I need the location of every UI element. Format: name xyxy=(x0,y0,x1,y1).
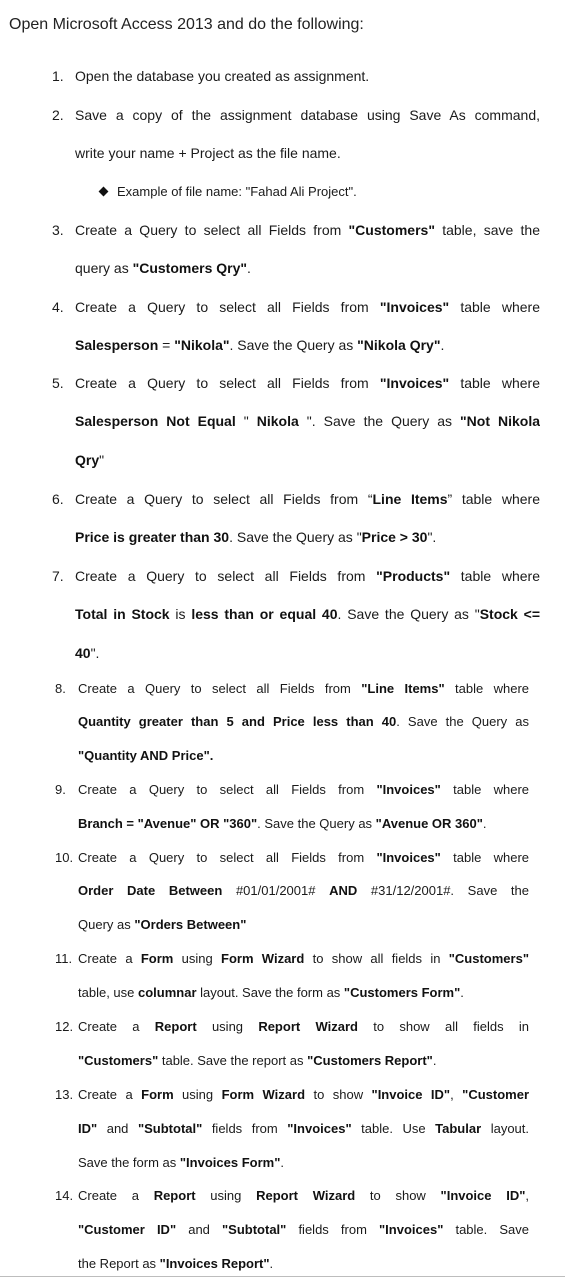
text: Create a xyxy=(78,951,141,966)
text: write your name + Project as the file name. xyxy=(75,145,341,161)
item-number: 10. xyxy=(55,850,74,865)
text: table. Use xyxy=(351,1121,436,1136)
item-line xyxy=(78,985,464,1000)
text: Create a Query to select all Fields from “ xyxy=(75,491,373,507)
text: . Save the Query as " xyxy=(229,529,362,545)
item-number: 13. xyxy=(55,1087,74,1102)
bold-text: "Invoice ID" xyxy=(371,1087,451,1102)
text: and xyxy=(97,1121,138,1136)
text: Create a Query to select all Fields from xyxy=(75,299,380,315)
bold-text: Salesperson xyxy=(75,337,159,353)
item-number: 3. xyxy=(52,222,64,238)
text: Create a Query to select all Fields from xyxy=(75,568,377,584)
bold-text: ID" xyxy=(78,1121,98,1136)
bold-text: "Customers" xyxy=(78,1053,159,1068)
item-number: 2. xyxy=(52,107,64,123)
text: " xyxy=(99,452,105,468)
text: . xyxy=(247,260,251,276)
item-line xyxy=(75,491,540,511)
text: to show xyxy=(355,1188,441,1203)
bold-text: "Customer xyxy=(462,1087,529,1102)
item-number: 7. xyxy=(52,568,64,584)
item-number: 8. xyxy=(55,681,66,696)
text: . xyxy=(440,337,445,353)
item-line xyxy=(75,260,251,276)
bold-text: "Invoices" xyxy=(287,1121,352,1136)
bold-text: Salesperson Not Equal xyxy=(75,413,236,429)
bold-text: "Invoices Report" xyxy=(159,1256,270,1271)
item-line xyxy=(78,1121,529,1140)
text: fields from xyxy=(202,1121,288,1136)
text: table. Save xyxy=(443,1222,529,1237)
text: table, save the xyxy=(434,222,540,238)
bold-text: Stock <= xyxy=(479,606,540,622)
page-heading: Open Microsoft Access 2013 and do the following: xyxy=(9,16,364,33)
text: . Save the Query as " xyxy=(337,606,480,622)
item-line xyxy=(78,1087,529,1106)
text: layout. Save the form as xyxy=(196,985,344,1000)
bold-text: Report Wizard xyxy=(258,1019,358,1034)
bold-text: Quantity greater than 5 and Price less than 40 xyxy=(78,714,397,729)
item-line xyxy=(78,816,487,831)
bold-text: "Subtotal" xyxy=(222,1222,287,1237)
bold-text: "Products" xyxy=(376,568,451,584)
item-line xyxy=(75,606,540,626)
bold-text: "Customers" xyxy=(448,951,529,966)
bold-text: Branch = "Avenue" OR "360" xyxy=(78,816,258,831)
text: Create a Query to select all Fields from xyxy=(75,222,349,238)
text: and xyxy=(176,1222,223,1237)
text: using xyxy=(196,1019,259,1034)
bold-text: "Line Items" xyxy=(361,681,445,696)
bold-text: "Invoices" xyxy=(376,850,441,865)
bold-text: "Not Nikola xyxy=(460,413,540,429)
text: . xyxy=(269,1256,274,1271)
text: to show all fields in xyxy=(357,1019,529,1034)
text: Create a xyxy=(78,1019,155,1034)
item-line xyxy=(78,1155,284,1170)
text: . Save the Query as xyxy=(229,337,358,353)
text: the Report as xyxy=(78,1256,160,1271)
text: table where xyxy=(440,782,529,797)
bold-text: "Customers" xyxy=(348,222,435,238)
text: Create a Query to select all Fields from xyxy=(78,850,377,865)
text: , xyxy=(450,1087,463,1102)
bold-text: Form xyxy=(141,1087,174,1102)
text: . xyxy=(280,1155,284,1170)
bold-text: "Avenue OR 360" xyxy=(375,816,483,831)
text: #31/12/2001#. Save the xyxy=(357,883,529,898)
item-line xyxy=(78,681,529,700)
bold-text: Tabular xyxy=(435,1121,482,1136)
bold-text: Form xyxy=(140,951,174,966)
text: to show xyxy=(305,1087,372,1102)
example-bullet xyxy=(100,184,357,199)
bold-text: Order Date Between xyxy=(78,883,223,898)
item-number: 6. xyxy=(52,491,64,507)
bold-text: "Customer ID" xyxy=(78,1222,177,1237)
text: layout. xyxy=(481,1121,529,1136)
text: Query as xyxy=(78,917,135,932)
text: using xyxy=(173,1087,222,1102)
text: . Save the Query as xyxy=(257,816,376,831)
bold-text: "Invoices" xyxy=(379,1222,444,1237)
example-text: Example of file name: "Fahad Ali Project". xyxy=(117,184,357,199)
text: ". xyxy=(90,645,100,661)
text: = xyxy=(158,337,175,353)
bold-text: "Invoice ID" xyxy=(440,1188,526,1203)
text: table, use xyxy=(78,985,138,1000)
item-line xyxy=(78,951,529,970)
bold-text: "Invoices" xyxy=(379,299,450,315)
text: ". Save the Query as xyxy=(298,413,461,429)
item-line xyxy=(75,337,444,353)
item-line xyxy=(75,645,99,661)
bold-text: Line Items xyxy=(372,491,448,507)
text: query as xyxy=(75,260,133,276)
bold-text: "Customers Form" xyxy=(343,985,461,1000)
item-line xyxy=(78,1256,273,1271)
text: Create a Query to select all Fields from xyxy=(78,782,377,797)
bold-text: "Nikola Qry" xyxy=(357,337,441,353)
item-number: 11. xyxy=(55,951,73,966)
bold-text: Report xyxy=(153,1188,196,1203)
text: . xyxy=(482,816,487,831)
item-number: 4. xyxy=(52,299,64,315)
item-line xyxy=(75,107,540,127)
text: to show all fields in xyxy=(304,951,449,966)
diamond-bullet-icon xyxy=(99,187,109,197)
bold-text: "Customers Report" xyxy=(307,1053,433,1068)
text: Create a Query to select all Fields from xyxy=(78,681,362,696)
text: Create a xyxy=(78,1087,142,1102)
item-number: 9. xyxy=(55,782,66,797)
text: table. Save the report as xyxy=(158,1053,308,1068)
item-line xyxy=(75,452,104,468)
text: #01/01/2001# xyxy=(222,883,330,898)
item-line xyxy=(75,568,540,588)
page-divider xyxy=(0,1276,565,1277)
bold-text: "Quantity AND Price". xyxy=(78,748,214,763)
text: . Save the Query as xyxy=(396,714,529,729)
bold-text: Report Wizard xyxy=(256,1188,356,1203)
item-line xyxy=(78,782,529,801)
bold-text: Qry xyxy=(75,452,100,468)
bold-text: Price > 30 xyxy=(361,529,428,545)
bold-text: AND xyxy=(329,883,358,898)
bold-text: Form Wizard xyxy=(221,1087,306,1102)
item-line xyxy=(78,883,529,902)
item-line xyxy=(78,748,213,763)
bold-text: columnar xyxy=(138,985,197,1000)
item-line xyxy=(75,529,436,545)
text: table where xyxy=(449,375,540,391)
item-line xyxy=(78,1019,529,1038)
bold-text: "Invoices" xyxy=(379,375,450,391)
text: " xyxy=(235,413,257,429)
bold-text: "Customers Qry" xyxy=(132,260,248,276)
item-line xyxy=(75,413,540,433)
bold-text: "Invoices" xyxy=(376,782,441,797)
item-line xyxy=(78,850,529,869)
item-line xyxy=(75,145,341,161)
text: is xyxy=(169,606,192,622)
bold-text: "Invoices Form" xyxy=(179,1155,281,1170)
item-line xyxy=(75,68,369,84)
item-number: 12. xyxy=(55,1019,74,1034)
bold-text: Nikola xyxy=(256,413,299,429)
bold-text: Total in Stock xyxy=(75,606,170,622)
text: using xyxy=(173,951,222,966)
text: Save the form as xyxy=(78,1155,180,1170)
bold-text: Report xyxy=(154,1019,197,1034)
text: . xyxy=(432,1053,437,1068)
text: table where xyxy=(450,568,540,584)
text: ” table where xyxy=(447,491,540,507)
bold-text: "Nikola" xyxy=(174,337,230,353)
bold-text: "Orders Between" xyxy=(134,917,247,932)
text: . xyxy=(460,985,464,1000)
bold-text: Form Wizard xyxy=(221,951,305,966)
item-line xyxy=(75,299,540,319)
bold-text: 40 xyxy=(75,645,91,661)
item-line xyxy=(78,714,529,733)
item-line xyxy=(78,1188,529,1207)
text: table where xyxy=(449,299,540,315)
bold-text: Price is greater than 30 xyxy=(75,529,230,545)
item-number: 1. xyxy=(52,68,64,84)
text: Create a xyxy=(78,1188,154,1203)
text: ". xyxy=(427,529,437,545)
item-line xyxy=(75,222,540,242)
item-line xyxy=(75,375,540,395)
text: Save a copy of the assignment database using Save As command, xyxy=(75,107,540,123)
text: table where xyxy=(444,681,529,696)
bold-text: less than or equal 40 xyxy=(191,606,338,622)
text: Open the database you created as assignment. xyxy=(75,68,370,84)
item-line xyxy=(78,1222,529,1241)
text: Create a Query to select all Fields from xyxy=(75,375,380,391)
bold-text: "Subtotal" xyxy=(137,1121,203,1136)
text: table where xyxy=(440,850,529,865)
item-line xyxy=(78,1053,436,1068)
item-number: 5. xyxy=(52,375,64,391)
item-line xyxy=(78,917,246,932)
text: fields from xyxy=(286,1222,379,1237)
item-number: 14. xyxy=(55,1188,74,1203)
text: using xyxy=(195,1188,257,1203)
text: , xyxy=(525,1188,529,1203)
